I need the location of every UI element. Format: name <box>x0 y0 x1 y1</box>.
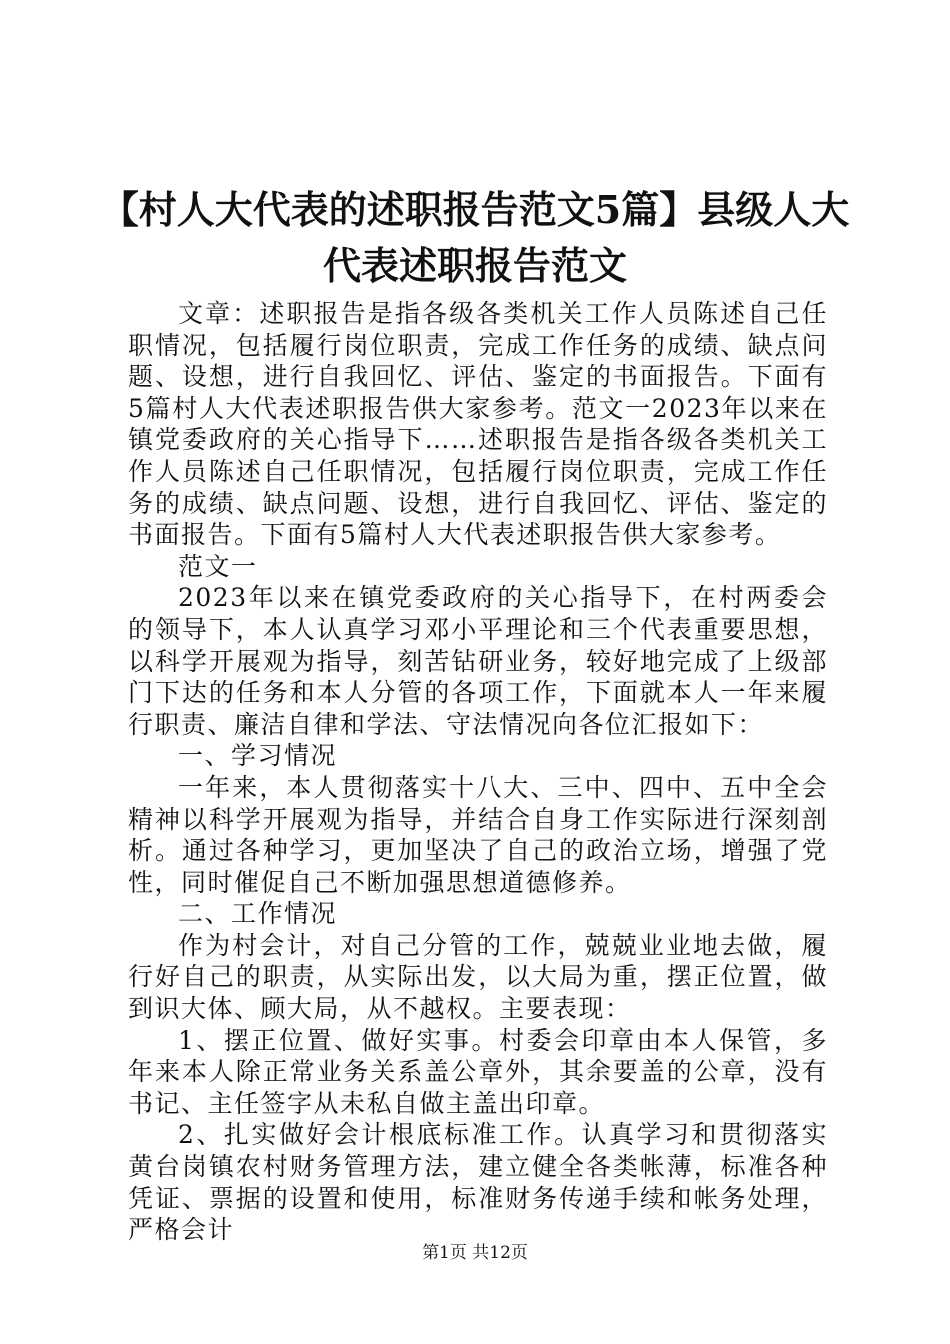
paragraph-study: 一年来，本人贯彻落实十八大、三中、四中、五中全会精神以科学开展观为指导，并结合自身工作实际进行深刻剖析。通过各种学习，更加坚决了自己的政治立场，增强了党性，同时催促自己不断加强思想道德修养。 <box>128 772 828 897</box>
paragraph-intro: 文章：述职报告是指各级各类机关工作人员陈述自己任职情况，包括履行岗位职责，完成工作任务的成绩、缺点问题、设想，进行自我回忆、评估、鉴定的书面报告。下面有5篇村人大代表述职报告供大家参考。范文一2023年以来在镇党委政府的关心指导下……述职报告是指各级各类机关工作人员陈述自己任职情况，包括履行岗位职责，完成工作任务的成绩、缺点问题、设想，进行自我回忆、评估、鉴定的书面报告。下面有5篇村人大代表述职报告供大家参考。 <box>128 299 828 550</box>
paragraph-item-2: 2、扎实做好会计根底标准工作。认真学习和贯彻落实黄台岗镇农村财务管理方法，建立健全各类帐薄，标准各种凭证、票据的设置和使用，标准财务传递手续和帐务处理，严格会计 <box>128 1120 828 1245</box>
document-body <box>128 298 828 1246</box>
section-heading-work: 二、工作情况 <box>178 899 338 929</box>
section-heading-study: 一、学习情况 <box>178 741 338 771</box>
paragraph-item-1: 1、摆正位置、做好实事。村委会印章由本人保管，多年来本人除正常业务关系盖公章外，其余要盖的公章，没有书记、主任签字从未私自做主盖出印章。 <box>128 1025 828 1118</box>
paragraph-work: 作为村会计，对自己分管的工作，兢兢业业地去做，履行好自己的职责，从实际出发，以大局为重，摆正位置，做到识大体、顾大局，从不越权。主要表现： <box>128 930 828 1024</box>
paragraph-opening: 2023年以来在镇党委政府的关心指导下，在村两委会的领导下，本人认真学习邓小平理论和三个代表重要思想，以科学开展观为指导，刻苦钻研业务，较好地完成了上级部门下达的任务和本人分管的各项工作，下面就本人一年来履行职责、廉洁自律和学法、守法情况向各位汇报如下： <box>128 583 828 739</box>
paragraph-heading-fanwen-1: 范文一 <box>178 551 258 581</box>
page-number-footer: 第1页 共12页 <box>422 1243 528 1263</box>
document-title: 【村人大代表的述职报告范文5篇】县级人大代表述职报告范文 <box>100 187 850 288</box>
